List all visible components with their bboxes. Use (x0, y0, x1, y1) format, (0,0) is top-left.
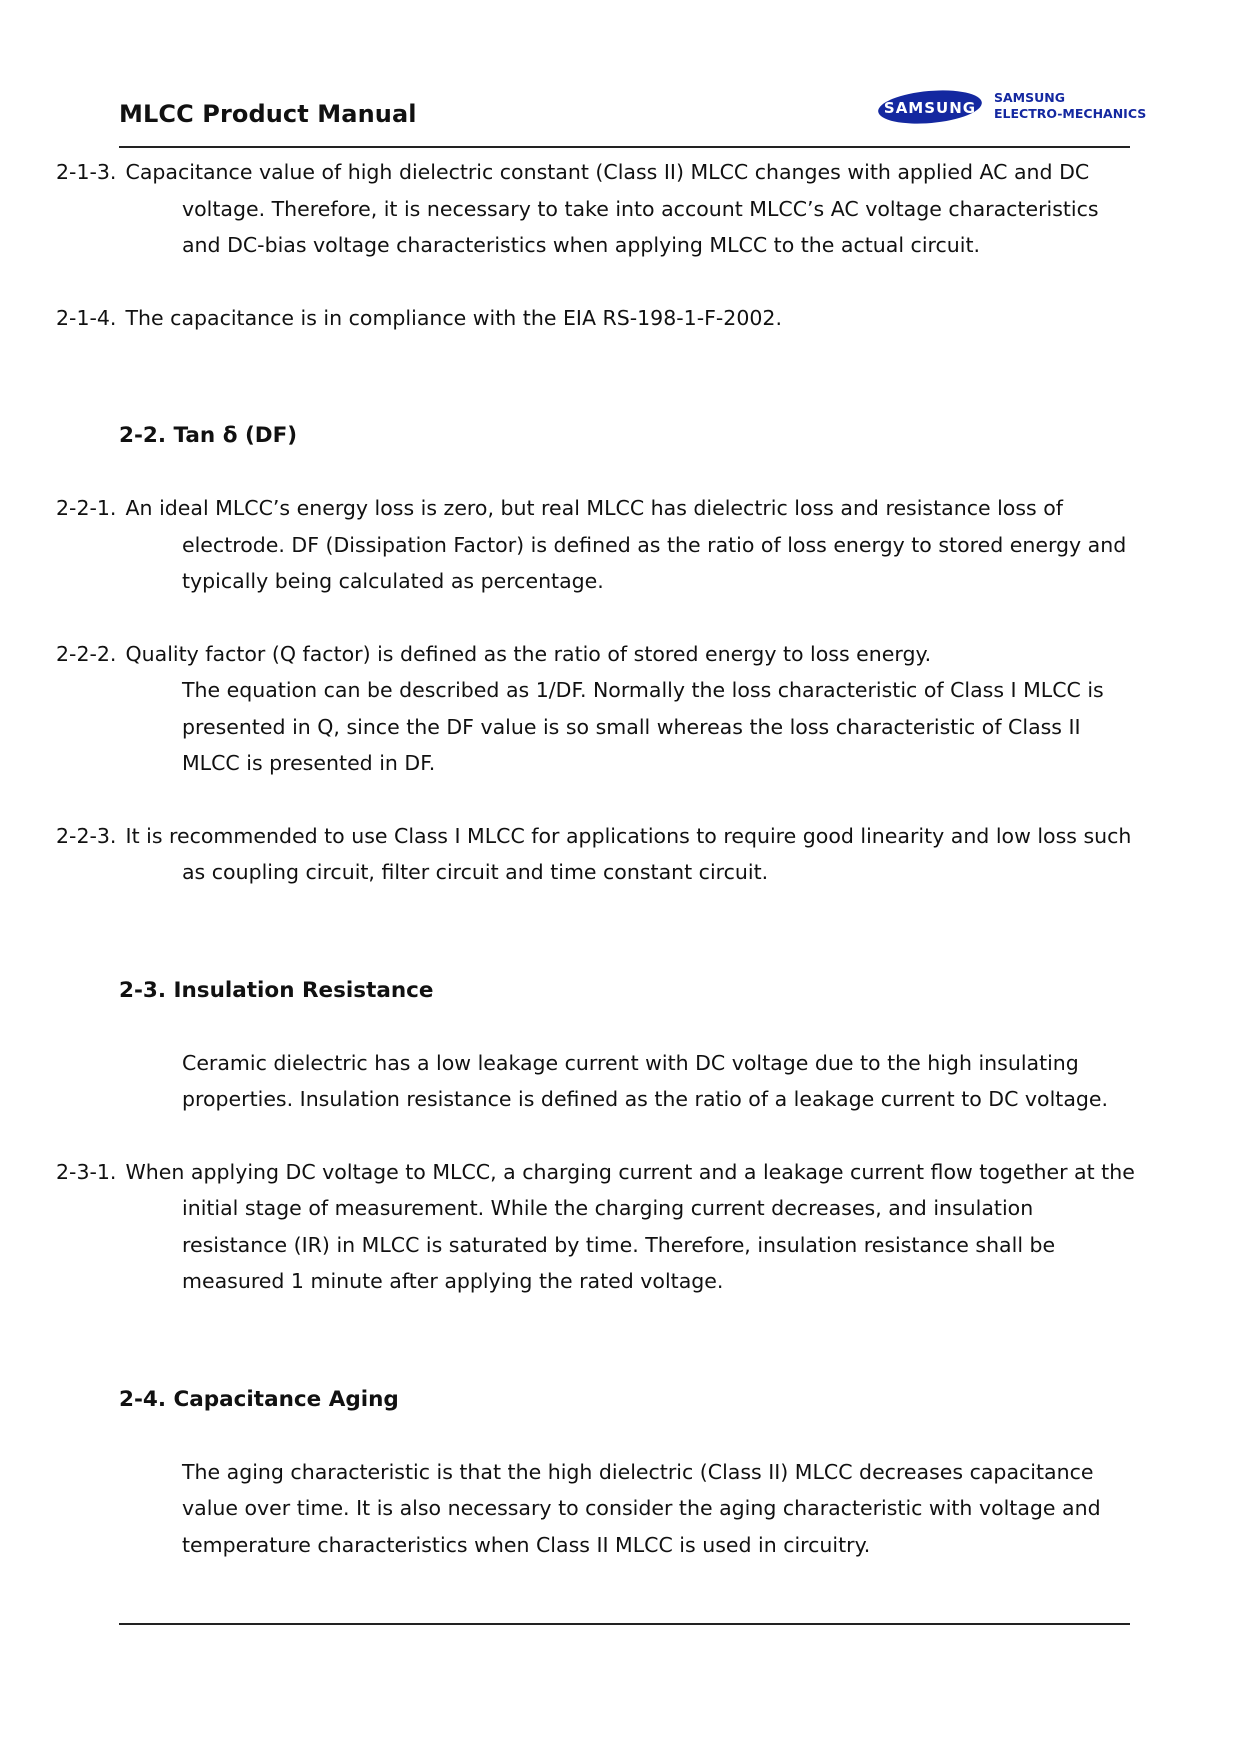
paragraph-2-4-intro: The aging characteristic is that the high dielectric (Class II) MLCC decreases capacitance value over time. It is also necessary to consider the aging characteristic with voltage and temperature characteristics when Class II MLCC is used in circuitry. (182, 1459, 1101, 1557)
paragraph-2-3-intro: Ceramic dielectric has a low leakage current with DC voltage due to the high insulating properties. Insulation resistance is defined as the ratio of a leakage current to DC voltage. (182, 1050, 1109, 1111)
paragraph-text: An ideal MLCC’s energy loss is zero, but real MLCC has dielectric loss and resistance loss of electrode. DF (Dissipation Factor) is defined as the ratio of loss energy to stored energy and typically being calculated as percentage. (125, 496, 1127, 593)
section-heading-2-4: 2-4. Capacitance Aging (119, 1386, 399, 1412)
paragraph-2-2-3: 2-2-3. It is recommended to use Class I MLCC for applications to require good linearity and low loss such as coupling circuit, filter circuit and time constant circuit. (56, 823, 1132, 884)
samsung-electro-mechanics-logo (876, 86, 1147, 130)
header-divider (119, 146, 1130, 148)
paragraph-text: The capacitance is in compliance with the EIA RS-198-1-F-2002. (125, 305, 782, 330)
footer-divider (119, 1623, 1130, 1625)
paragraph-text: It is recommended to use Class I MLCC for applications to require good linearity and low loss such as coupling circuit, filter circuit and time constant circuit. (125, 823, 1132, 884)
paragraph-2-2-2-continued: The equation can be described as 1/DF. Normally the loss characteristic of Class I MLCC is presented in Q, since the DF value is so small whereas the loss characteristic of Class II MLCC is presented in DF. (182, 678, 1104, 775)
paragraph-text: Capacitance value of high dielectric constant (Class II) MLCC changes with applied AC and DC voltage. Therefore, it is necessary to take into account MLCC’s AC voltage characteristics and DC-bias voltage characteristics when applying MLCC to the actual circuit. (125, 160, 1099, 257)
paragraph-2-1-4: 2-1-4. The capacitance is in compliance with the EIA RS-198-1-F-2002. (56, 305, 782, 330)
section-heading-2-2: 2-2. Tan δ (DF) (119, 423, 298, 448)
logo-oval-text: SAMSUNG (883, 99, 977, 117)
logo-company-line1: SAMSUNG (994, 90, 1065, 105)
paragraph-2-2-2: 2-2-2. Quality factor (Q factor) is defined as the ratio of stored energy to loss energy. (56, 641, 932, 666)
paragraph-2-2-1: 2-2-1. An ideal MLCC’s energy loss is zero, but real MLCC has dielectric loss and resistance loss of electrode. DF (Dissipation Factor) is defined as the ratio of loss energy to stored energy and typically being calculated as percentage. (56, 496, 1127, 593)
paragraph-2-1-3: 2-1-3. Capacitance value of high dielectric constant (Class II) MLCC changes with applied AC and DC voltage. Therefore, it is necessary to take into account MLCC’s AC voltage characteristics and DC-bias voltage characteristics when applying MLCC to the actual circuit. (56, 160, 1099, 257)
logo-company-line2: ELECTRO-MECHANICS (994, 106, 1147, 121)
document-body (56, 154, 1139, 1563)
paragraph-text: When applying DC voltage to MLCC, a charging current and a leakage current flow together at the initial stage of measurement. While the charging current decreases, and insulation resistance (IR) in MLCC is saturated by time. Therefore, insulation resistance shall be measured 1 minute after applying the rated voltage. (125, 1159, 1135, 1293)
paragraph-2-3-1: 2-3-1. When applying DC voltage to MLCC, a charging current and a leakage current flow together at the initial stage of measurement. While the charging current decreases, and insulation resistance (IR) in MLCC is saturated by time. Therefore, insulation resistance shall be measured 1 minute after applying the rated voltage. (56, 1159, 1135, 1293)
document-title: MLCC Product Manual (119, 100, 417, 128)
samsung-logo-icon (876, 86, 1147, 130)
section-heading-2-3: 2-3. Insulation Resistance (119, 977, 434, 1003)
paragraph-text: Quality factor (Q factor) is defined as the ratio of stored energy to loss energy. (125, 641, 932, 666)
